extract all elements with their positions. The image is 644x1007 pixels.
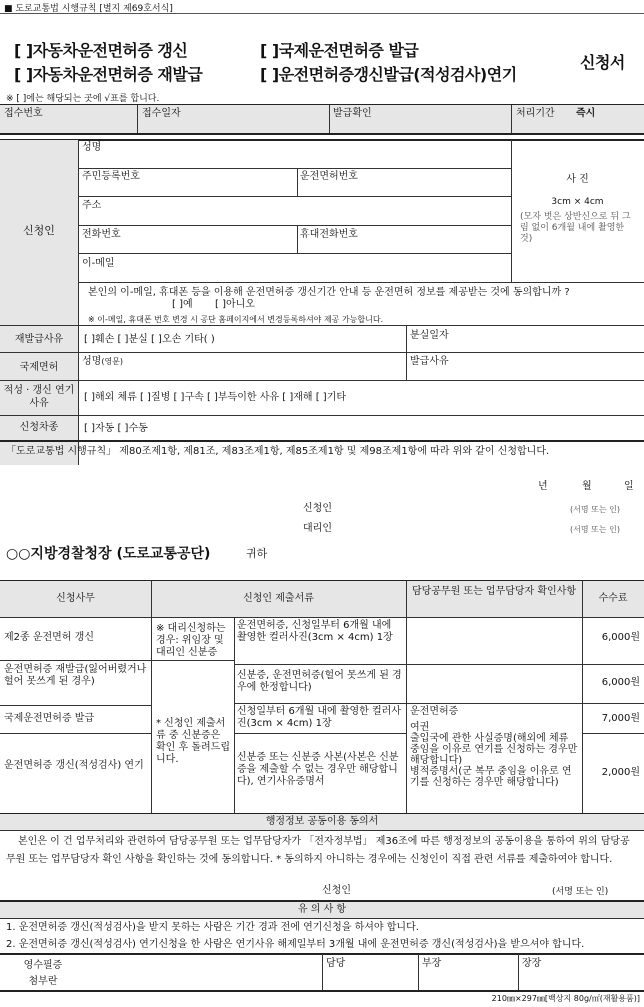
divider [511,140,512,282]
title-intl-checkbox[interactable]: [ ]국제운전면허증 발급 [260,41,419,60]
agent-sign-field[interactable]: (서명 또는 인) [570,525,620,534]
postpone-options[interactable]: [ ]해외 체류 [ ]질병 [ ]구속 [ ]부득이한 사유 [ ]재해 [ ]기타 [84,392,347,403]
applicant-label: 신청인 [23,224,55,237]
divider [137,105,138,133]
reissue-options[interactable]: [ ]훼손 [ ]분실 [ ]오손 기타( ) [84,334,215,345]
license-no-field[interactable]: 운전면허번호 [300,171,358,182]
resident-no-field[interactable]: 주민등록번호 [82,171,140,182]
divider [234,617,235,813]
address-field[interactable]: 주소 [82,200,102,211]
section-head-sign-box[interactable]: 부장 [422,958,442,969]
divider [0,415,644,416]
divider [78,253,511,254]
divider [0,139,644,141]
divider [234,703,644,704]
intl-label: 국제면허 [19,362,59,373]
photo-title: 사 진 [566,174,589,185]
divider [78,168,511,169]
admin-info-text: 본인은 이 건 업무처리와 관련하여 담당공무원 또는 업무담당자가 「전자정부법」 제36조에 따른 행정정보의 공동이용을 통하여 위의 담당공무원 또는 업무담당자 확인 사항을 확인하는 것에 동의합니다. * 동의하지 아니하는 경우에는 신청인이 직접 관련 서류를 제출하여야 합니다. [6,836,630,865]
divider [151,581,152,813]
intl-reason-field[interactable]: 발급사유 [410,356,449,367]
notice-title: 유 의 사 항 [297,904,347,915]
divider [0,617,644,618]
title-reissue-checkbox[interactable]: [ ]자동차운전면허증 재발급 [14,65,203,84]
fee-header-docs: 신청인 제출서류 [243,593,314,604]
fee-header-fee: 수수료 [598,593,628,604]
photo-size: 3cm × 4cm [551,197,604,207]
agent-sign-label: 대리인 [303,523,332,534]
divider [511,105,512,133]
name-field[interactable]: 성명 [82,142,102,153]
divider [406,581,407,813]
check-note: ※ [ ]에는 해당되는 곳에 √표를 합니다. [6,94,160,104]
divider [406,326,407,380]
fee-row-docs: 신분증, 운전면허증(헐어 못쓰게 된 경우에 한정합니다) [237,670,402,693]
divider [297,168,298,196]
divider [78,196,511,197]
fee-row-task: 운전면허증 재발급(잃어버렸거나 헐어 못쓰게 된 경우) [4,664,147,687]
title-suffix: 신청서 [580,53,625,72]
divider [0,660,234,661]
period-label: 처리기간 [516,108,555,119]
fee-row-task: 국제운전면허증 발급 [4,713,95,724]
notice-item: 1. 운전면허증 갱신(적성검사)을 받지 못하는 사람은 기간 경과 전에 연기신청을 하셔야 합니다. [6,922,419,933]
divider [418,954,419,990]
vehicle-label: 신청차종 [19,422,59,433]
receipt-date-label: 접수일자 [142,108,181,119]
photo-note: (모자 벗은 상반신으로 뒤 그림 없이 6개월 내에 촬영한 것) [520,212,631,244]
intl-name-field[interactable] [82,356,123,368]
divider [0,918,644,919]
consent-yes-checkbox[interactable]: [ ]예 [172,299,193,310]
divider [582,581,583,813]
divider [0,440,644,442]
fee-header-confirm: 담당공무원 또는 업무담당자 확인사항 [411,586,577,597]
title-renew-checkbox[interactable]: [ ]자동차운전면허증 갱신 [14,41,188,60]
fee-row-confirm: 운전면허증 [410,706,459,717]
issue-confirm-label: 발급확인 [333,108,372,119]
form-note: ■ 도로교통법 시행규칙 [별지 제69호서식] [4,4,173,14]
divider [234,664,644,665]
postpone-label: 적성 · 갱신 연기사유 [3,385,75,409]
consent-text: 본인의 이-메일, 휴대폰 등을 이용해 운전면허증 갱신기간 안내 등 운전면허 정보를 제공받는 것에 동의합니까 ? [88,287,570,298]
fee-row-docs: 신청일부터 6개월 내에 촬영한 컬러사진(3cm × 4cm) 1장 [237,706,401,729]
fee-row-fee: 6,000원 [601,632,640,643]
addressee-suffix: 귀하 [246,547,268,560]
divider [0,133,644,135]
divider [78,225,511,226]
staff-sign-box[interactable]: 담당 [326,958,346,969]
id-return-note: * 신청인 제출서류 중 신분증은 확인 후 돌려드립니다. [156,718,230,765]
divider [0,705,151,706]
divider [0,352,644,353]
statement-text: 「도로교통법 시행규칙」 제80조제1항, 제81조, 제83조제1항, 제85조제1항 및 제98조제1항에 따라 위와 같이 신청합니다. [6,446,550,457]
divider [0,13,644,14]
divider [322,954,323,990]
intl-name-suffix: (영문) [101,357,124,366]
addressee: ○○지방경찰청장 (도로교통공단) [6,546,211,562]
applicant-sign-field[interactable]: (서명 또는 인) [570,505,620,514]
email-field[interactable]: 이-메일 [82,258,115,269]
applicant-sign-label: 신청인 [303,503,332,514]
lost-date-field[interactable]: 분실일자 [410,330,449,341]
divider [0,830,644,831]
fee-row-task: 운전면허증 갱신(적성검사) 연기 [4,760,144,771]
fee-row-docs: 운전면허증, 신청일부터 6개월 내에 촬영한 컬러사진(3cm × 4cm) 1장 [237,620,393,643]
divider [0,990,644,992]
intl-name-text: 성명 [82,356,102,367]
divider [234,733,406,734]
phone-field[interactable]: 전화번호 [82,229,121,240]
day-label: 일 [624,481,634,492]
fee-row-fee: 6,000원 [601,677,640,688]
divider [78,140,79,465]
fee-row-confirm: 여권 출입국에 관한 사실증명(해외에 체류 중임을 이유로 연기를 신청하는 경우만 해당합니다) 병적증명서(군 복무 중임을 이유로 연기를 신청하는 경우만 해당합니다) [410,722,578,788]
receipt-no-label: 접수번호 [4,108,43,119]
consent-no-checkbox[interactable]: [ ]아니오 [215,299,255,310]
admin-info-title: 행정정보 공동이용 동의서 [265,816,379,827]
divider [518,954,519,990]
fee-row-task: 제2종 운전면허 갱신 [4,632,94,643]
consent-note: ※ 이-메일, 휴대폰 번호 변경 시 공단 홈페이지에서 변경등록하셔야 제공 가능합니다. [88,315,384,324]
admin-applicant-label: 신청인 [322,885,351,896]
receipt-attach-label: 영수필증 첨부란 [23,960,63,987]
divider [0,380,644,381]
fee-row-fee: 2,000원 [601,767,640,778]
divider [78,282,644,283]
month-label: 월 [582,481,592,492]
period-value: 즉시 [576,108,596,119]
fee-header-task: 신청사무 [56,593,95,604]
notice-item: 2. 운전면허증 갱신(적성검사) 연기신청을 한 사람은 연기사유 해제일부터 3개월 내에 운전면허증 갱신(적성검사)을 받으셔야 합니다. [6,939,585,950]
fee-row-docs: 신분증 또는 신분증 사본(사본은 신분증을 제출할 수 없는 경우만 해당합니다), 연기사유증명서 [237,752,399,787]
divider [297,225,298,253]
admin-sign-field[interactable]: (서명 또는 인) [552,887,609,897]
director-sign-box[interactable]: 장장 [522,958,542,969]
divider [582,733,644,734]
paper-spec: 210㎜×297㎜[백상지 80g/㎡(재활용품)] [491,994,640,1003]
year-label: 년 [538,481,548,492]
title-postpone-checkbox[interactable]: [ ]운전면허증갱신발급(적성검사)연기 [260,65,517,84]
vehicle-options[interactable]: [ ]자동 [ ]수동 [84,423,148,434]
fee-row-fee: 7,000원 [601,713,640,724]
divider [0,733,151,734]
divider [0,325,644,326]
divider [329,105,330,133]
proxy-note: ※ 대리신청하는 경우: 위임장 및 대리인 신분증 [156,623,226,658]
reissue-label: 재발급사유 [14,334,64,345]
mobile-field[interactable]: 휴대전화번호 [300,229,358,240]
